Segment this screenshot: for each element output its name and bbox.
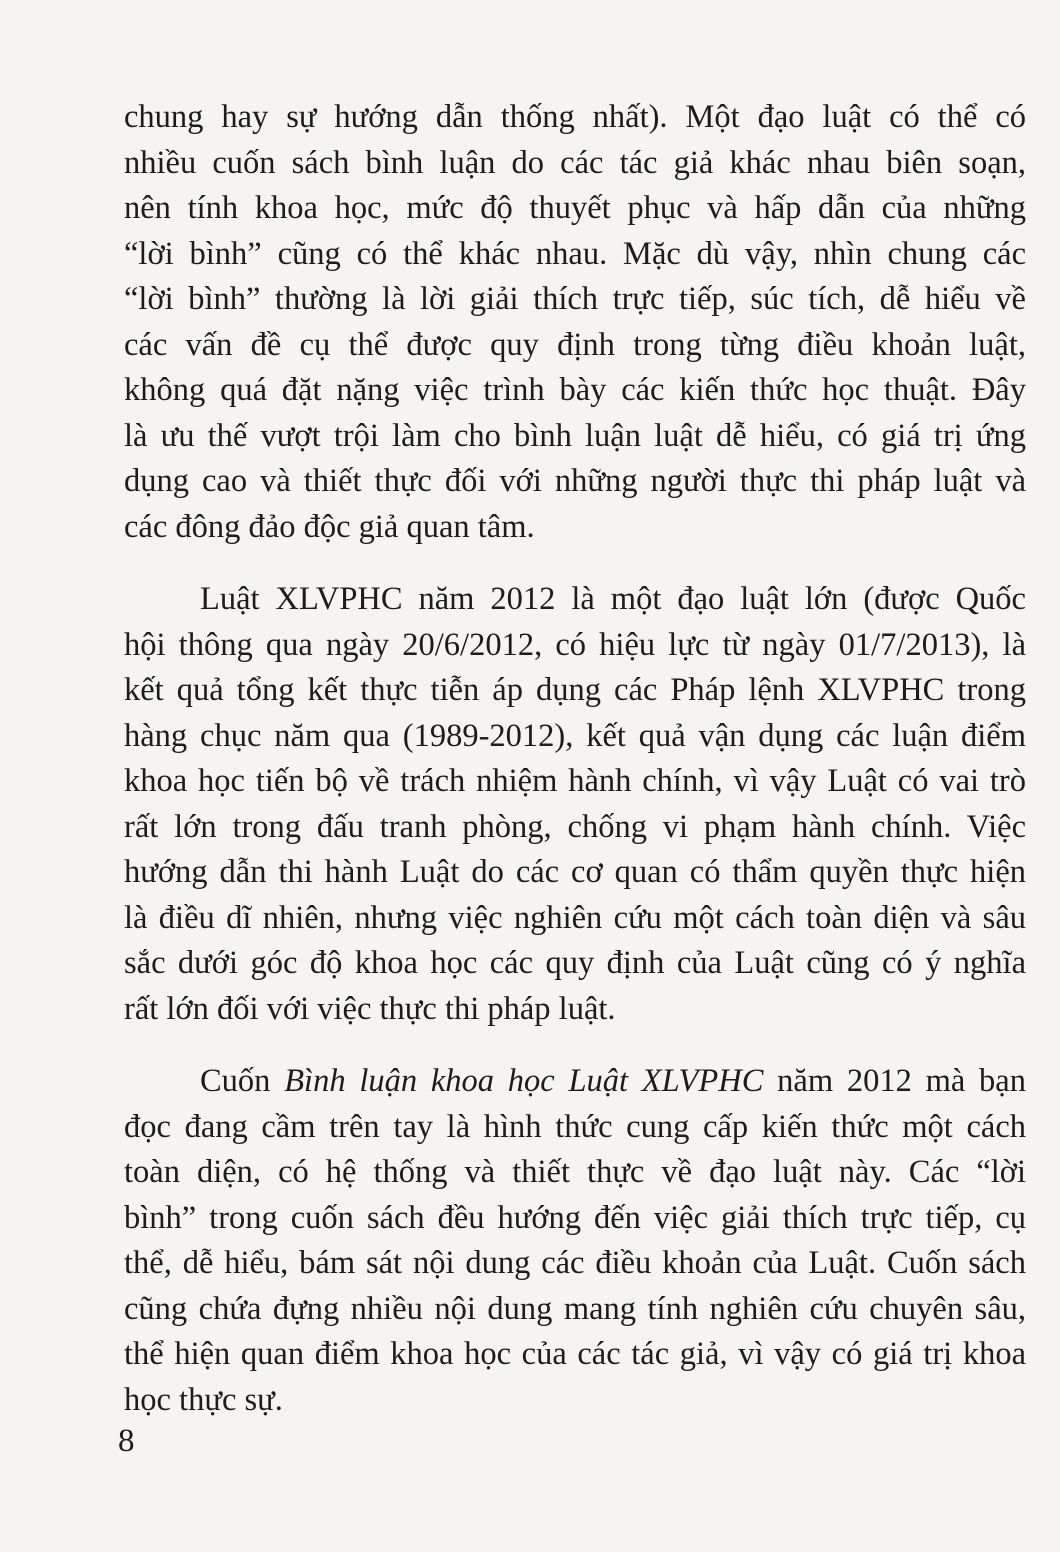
text-line: là điều dĩ nhiên, nhưng việc nghiên cứu một cách toàn diện và sâu [124,899,1026,936]
text-line: hội thông qua ngày 20/6/2012, có hiệu lực từ ngày 01/7/2013), là [124,626,1026,663]
text-line: thể, dễ hiểu, bám sát nội dung các điều khoản của Luật. Cuốn sách [124,1245,1026,1281]
text-line-first [124,1059,1026,1105]
text-line: hàng chục năm qua (1989-2012), kết quả vận dụng các luận điểm [124,717,1026,754]
text-line: “lời bình” cũng có thể khác nhau. Mặc dù vậy, nhìn chung các [124,235,1026,272]
text-line: kết quả tổng kết thực tiễn áp dụng các Pháp lệnh XLVPHC trong [124,672,1026,708]
text-suffix: năm 2012 mà bạn [763,1063,1026,1099]
text-line: nhiều cuốn sách bình luận do các tác giả khác nhau biên soạn, [124,144,1026,181]
paragraph-1 [124,95,1026,550]
text-line: các đông đảo độc giả quan tâm. [124,508,535,545]
text-line: thể hiện quan điểm khoa học của các tác giả, vì vậy có giá trị khoa [124,1336,1026,1372]
text-line: toàn diện, có hệ thống và thiết thực về đạo luật này. Các “lời [124,1154,1026,1190]
book-title: Bình luận khoa học Luật XLVPHC [284,1063,764,1099]
text-line: “lời bình” thường là lời giải thích trực tiếp, súc tích, dễ hiểu về [124,281,1026,317]
text-line: là ưu thế vượt trội làm cho bình luận luật dễ hiểu, có giá trị ứng [124,417,1026,454]
text-line: các vấn đề cụ thể được quy định trong từng điều khoản luật, [124,326,1026,363]
text-line: học thực sự. [124,1381,283,1418]
text-line: bình” trong cuốn sách đều hướng đến việc giải thích trực tiếp, cụ [124,1199,1026,1236]
paragraph-3 [124,1059,1026,1423]
body-text [124,95,1026,1423]
page-number: 8 [118,1423,135,1459]
text-line: nên tính khoa học, mức độ thuyết phục và hấp dẫn của những [124,190,1026,226]
text-line: đọc đang cầm trên tay là hình thức cung cấp kiến thức một cách [124,1108,1026,1145]
text-line: khoa học tiến bộ về trách nhiệm hành chính, vì vậy Luật có vai trò [124,763,1026,799]
text-line: rất lớn trong đấu tranh phòng, chống vi phạm hành chính. Việc [124,808,1026,845]
paragraph-2 [124,577,1026,1032]
text-prefix: Cuốn [200,1063,285,1099]
text-line: chung hay sự hướng dẫn thống nhất). Một đạo luật có thể có [124,99,1026,135]
text-line: Luật XLVPHC năm 2012 là một đạo luật lớn (được Quốc [200,581,1026,617]
text-line: rất lớn đối với việc thực thi pháp luật. [124,990,616,1027]
text-line: cũng chứa đựng nhiều nội dung mang tính nghiên cứu chuyên sâu, [124,1290,1026,1327]
text-line: hướng dẫn thi hành Luật do các cơ quan có thẩm quyền thực hiện [124,854,1026,890]
text-line: dụng cao và thiết thực đối với những người thực thi pháp luật và [124,463,1026,499]
text-line: sắc dưới góc độ khoa học các quy định của Luật cũng có ý nghĩa [124,945,1026,981]
text-line: không quá đặt nặng việc trình bày các kiến thức học thuật. Đây [124,372,1026,408]
